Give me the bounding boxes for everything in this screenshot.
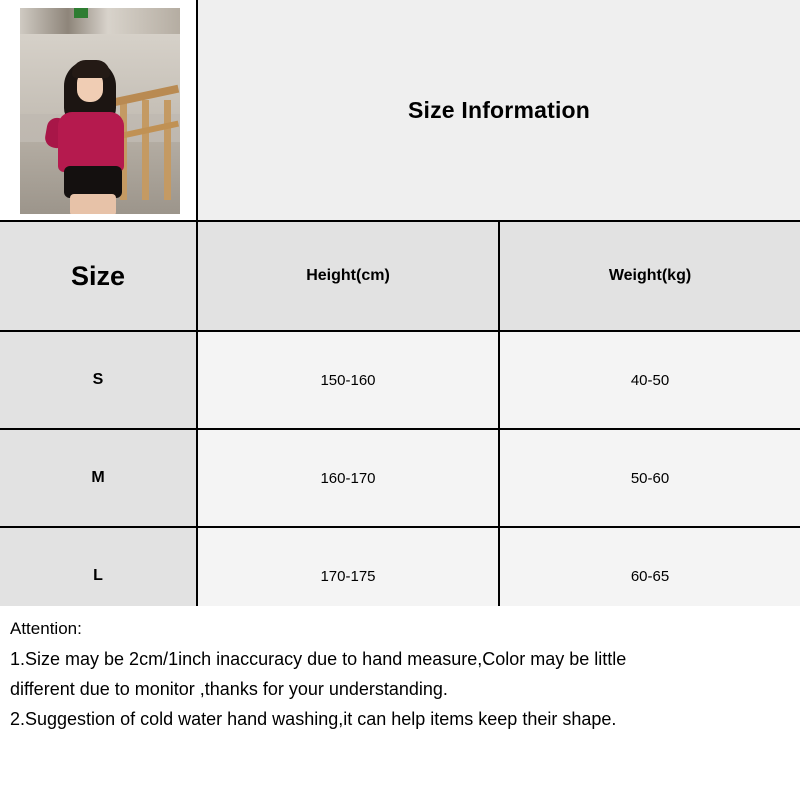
attention-section: [0, 606, 800, 800]
attention-title: Attention:: [10, 619, 82, 638]
column-header-size: Size: [0, 222, 198, 330]
attention-line-3: 2.Suggestion of cold water hand washing,it can help items keep their shape.: [10, 709, 617, 729]
table-header-row: [0, 222, 800, 332]
cell-height: 150-160: [198, 332, 500, 428]
table-row: [0, 430, 800, 528]
column-header-weight: Weight(kg): [500, 222, 800, 330]
cell-size: L: [0, 528, 198, 624]
model-photo: [20, 8, 180, 214]
size-table: [0, 222, 800, 626]
cell-size: S: [0, 332, 198, 428]
photo-model-legs: [70, 194, 116, 214]
photo-green-accent: [74, 8, 88, 18]
cell-height: 160-170: [198, 430, 500, 526]
cell-weight: 50-60: [500, 430, 800, 526]
attention-line-2: different due to monitor ,thanks for your understanding.: [10, 679, 448, 699]
photo-railing-post: [142, 100, 149, 200]
cell-weight: 40-50: [500, 332, 800, 428]
header-section: [0, 0, 800, 222]
column-header-height: Height(cm): [198, 222, 500, 330]
title-cell: [198, 0, 800, 220]
cell-size: M: [0, 430, 198, 526]
photo-model-fringe: [72, 60, 110, 78]
photo-model-top: [58, 112, 124, 172]
cell-weight: 60-65: [500, 528, 800, 624]
page-title: Size Information: [407, 96, 591, 123]
photo-top-strip: [20, 8, 180, 34]
cell-height: 170-175: [198, 528, 500, 624]
attention-line-1: 1.Size may be 2cm/1inch inaccuracy due to hand measure,Color may be little: [10, 649, 627, 669]
table-row: [0, 332, 800, 430]
photo-railing-post: [164, 100, 171, 200]
product-photo-cell: [0, 0, 198, 220]
